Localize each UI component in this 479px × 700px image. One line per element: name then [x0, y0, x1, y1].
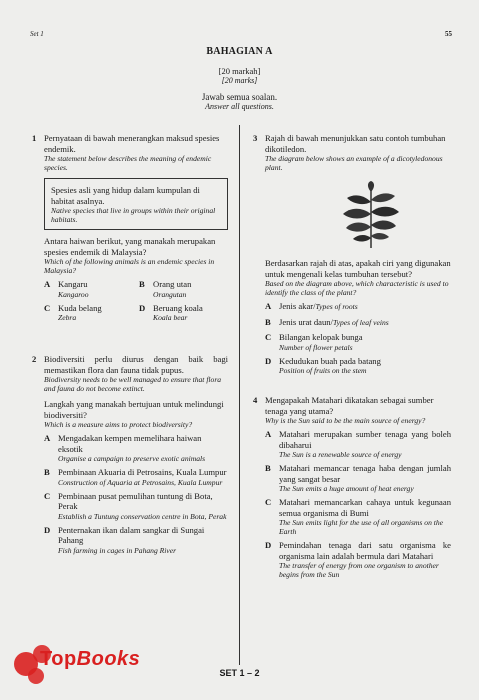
option-letter: D: [139, 302, 146, 313]
q2-option-a[interactable]: [44, 433, 228, 463]
q1-option-c[interactable]: [44, 303, 133, 323]
q1-stem-ms: Pernyataan di bawah menerangkan maksud spesies endemik.: [44, 133, 220, 154]
option-text-ms: Pemindahan tenaga dari satu organisma ke organisma lain adalah bermula dari Matahari: [279, 540, 451, 561]
q3-option-a[interactable]: [265, 301, 451, 313]
option-text-ms: Beruang koala: [153, 302, 203, 313]
q1-question-en: Which of the following animals is an endemic species in Malaysia?: [44, 257, 215, 275]
question-3: [253, 133, 451, 375]
q1-box-en: Native species that live in groups within their original habitats.: [51, 206, 216, 224]
option-text-ms: Jenis akar/: [279, 301, 316, 311]
option-text-ms: Kuda belang: [58, 302, 102, 313]
option-letter: A: [44, 433, 51, 443]
section-title-block: [0, 46, 479, 111]
q3-question-en: Based on the diagram above, which characteristic is used to identify the class of the plant?: [265, 279, 449, 297]
q2-option-b[interactable]: [44, 467, 228, 487]
q2-stem-en: Biodiversity needs to be well managed to ensure that flora and fauna do not become extinct.: [44, 375, 222, 393]
q1-stem-en: The statement below describes the meaning of endemic species.: [44, 154, 212, 172]
option-letter: B: [44, 467, 50, 477]
option-text-en: Establish a Tuntung conservation centre in Bota, Perak: [58, 511, 227, 521]
q1-box-ms: Spesies asli yang hidup dalam kumpulan di habitat asalnya.: [51, 185, 200, 206]
question-number: 1: [32, 133, 37, 143]
instruction-en: Answer all questions.: [205, 102, 274, 111]
q1-option-a[interactable]: [44, 279, 133, 299]
q2-option-d[interactable]: [44, 525, 228, 555]
question-number: 4: [253, 395, 258, 405]
option-text-ms: Penternakan ikan dalam sangkar di Sungai Pahang: [58, 524, 205, 545]
q2-option-c[interactable]: [44, 491, 228, 521]
q1-statement-box: [44, 178, 228, 230]
option-text-en: Types of roots: [315, 302, 358, 311]
option-text-ms: Matahari memancar tenaga haba dengan jumlah yang sangat besar: [279, 463, 451, 484]
q1-option-d[interactable]: [139, 303, 228, 323]
option-text-ms: Pembinaan pusat pemulihan tuntung di Bota, Perak: [58, 490, 213, 511]
q2-question-en: Which is a measure aims to protect biodiversity?: [44, 420, 193, 429]
watermark-top: Top: [40, 648, 77, 670]
set-label: Set 1: [30, 30, 44, 38]
option-text-en: Organise a campaign to preserve exotic animals: [58, 454, 206, 463]
option-letter: B: [139, 279, 145, 289]
dicot-plant-illustration: [341, 180, 401, 250]
q3-stem-ms: Rajah di bawah menunjukkan satu contoh tumbuhan dikotiledon.: [265, 133, 446, 154]
q3-option-d[interactable]: [265, 356, 451, 376]
option-text-ms: Matahari memancarkan cahaya untuk kegunaan semua organisma di Bumi: [279, 497, 451, 518]
option-letter: B: [265, 463, 271, 473]
q3-stem-en: The diagram below shows an example of a dicotyledonous plant.: [265, 154, 443, 172]
option-text-en: Kangaroo: [58, 289, 89, 299]
option-text-en: Fish farming in cages in Pahang River: [58, 545, 177, 555]
option-text-en: The Sun is a renewable source of energy: [279, 450, 402, 459]
right-column: [253, 133, 451, 579]
option-text-en: Construction of Aquaria at Petrosains, Kuala Lumpur: [58, 477, 223, 487]
option-text-en: Number of flower petals: [279, 342, 353, 352]
option-text-ms: Orang utan: [153, 279, 192, 289]
q4-option-b[interactable]: [265, 463, 451, 493]
instruction-ms: Jawab semua soalan.: [201, 92, 278, 102]
option-text-en: The Sun emits a huge amount of heat energy: [279, 484, 414, 493]
question-1: [32, 133, 228, 322]
q4-option-d[interactable]: [265, 540, 451, 579]
q3-option-c[interactable]: [265, 332, 451, 352]
option-text-ms: Mengadakan kempen memelihara haiwan eksotik: [58, 433, 202, 454]
option-letter: B: [265, 316, 271, 327]
option-text-en: Position of fruits on the stem: [279, 366, 367, 375]
q3-option-b[interactable]: [265, 317, 451, 329]
q4-option-c[interactable]: [265, 497, 451, 536]
q2-question-ms: Langkah yang manakah bertujuan untuk melindungi biodiversiti?: [44, 399, 224, 420]
option-letter: D: [44, 524, 51, 535]
question-4: [253, 395, 451, 579]
q1-option-b[interactable]: [139, 279, 228, 299]
option-letter: D: [265, 540, 272, 550]
option-letter: A: [44, 279, 51, 289]
option-text-ms: Bilangan kelopak bunga: [279, 332, 363, 342]
option-text-en: Types of leaf veins: [332, 317, 389, 327]
q4-stem-ms: Mengapakah Matahari dikatakan sebagai sumber tenaga yang utama?: [265, 395, 434, 416]
option-letter: C: [265, 332, 272, 342]
option-letter: C: [265, 497, 272, 507]
option-text-ms: Kedudukan buah pada batang: [279, 355, 381, 366]
marks-ms: [20 markah]: [218, 66, 261, 76]
option-text-en: Orangutan: [153, 289, 187, 299]
option-text-en: Koala bear: [153, 313, 188, 322]
option-text-ms: Jenis urat daun/: [279, 316, 333, 327]
option-text-en: Zebra: [58, 313, 77, 322]
option-letter: C: [44, 302, 51, 313]
option-text-en: The Sun emits light for the use of all organisms on the Earth: [279, 518, 444, 536]
column-divider: [239, 125, 240, 665]
q3-question-ms: Berdasarkan rajah di atas, apakah ciri yang digunakan untuk mengenali kelas tumbuhan tersebut?: [265, 258, 451, 279]
marks-en: [20 marks]: [221, 76, 258, 85]
option-letter: D: [265, 355, 272, 366]
question-2: [32, 354, 228, 555]
option-letter: C: [44, 490, 51, 501]
question-number: 2: [32, 354, 37, 364]
option-text-en: The transfer of energy from one organism to another begins from the Sun: [279, 561, 439, 579]
option-text-ms: Matahari merupakan sumber tenaga yang boleh dibaharui: [279, 429, 451, 450]
option-letter: A: [265, 301, 272, 311]
q4-option-a[interactable]: [265, 429, 451, 459]
page-number: 55: [445, 30, 452, 38]
q2-stem-ms: Biodiversiti perlu diurus dengan baik bagi memastikan flora dan fauna tidak pupus.: [44, 354, 228, 375]
question-number: 3: [253, 133, 258, 143]
option-text-ms: Kangaru: [58, 279, 88, 289]
q1-options: [44, 279, 228, 322]
watermark-books: Books: [76, 648, 141, 670]
section-title: BAHAGIAN A: [206, 46, 273, 57]
q1-question-ms: Antara haiwan berikut, yang manakah merupakan spesies endemik di Malaysia?: [44, 236, 216, 257]
page-footer: SET 1 – 2: [219, 668, 260, 678]
q4-stem-en: Why is the Sun said to be the main source of energy?: [265, 416, 426, 425]
option-text-ms: Pembinaan Akuaria di Petrosains, Kuala Lumpur: [58, 467, 227, 477]
left-column: [32, 133, 228, 555]
option-letter: A: [265, 429, 272, 439]
